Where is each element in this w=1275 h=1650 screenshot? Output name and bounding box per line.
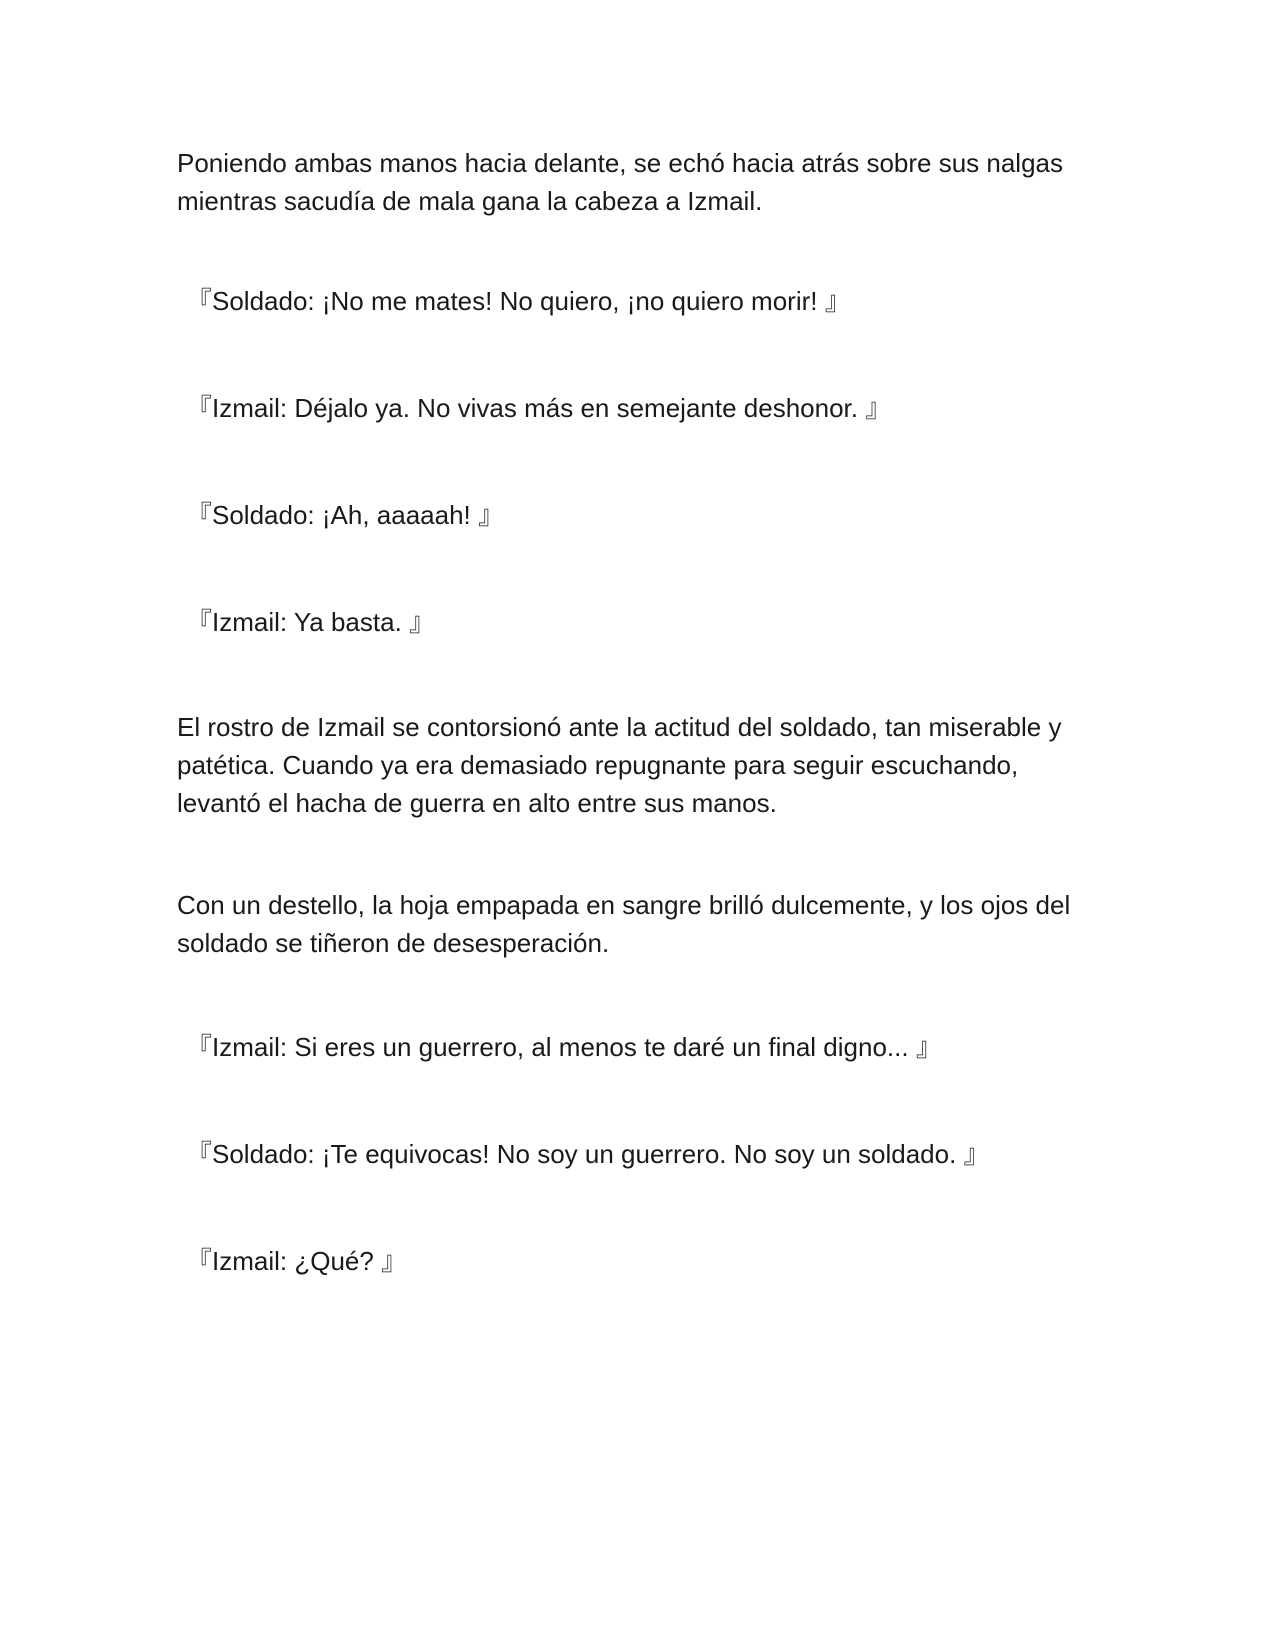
dialogue-line-izmail-1: 『Izmail: Déjalo ya. No vivas más en semejante deshonor. 』 — [186, 393, 892, 423]
narration-paragraph-2: El rostro de Izmail se contorsionó ante la actitud del soldado, tan miserable y patética. Cuando ya era demasiado repugnante para seguir escuchando, levantó el hacha de guerra en alto entre sus manos. — [177, 712, 1062, 818]
dialogue-line-izmail-2: 『Izmail: Ya basta. 』 — [186, 607, 436, 637]
narration-paragraph-1: Poniendo ambas manos hacia delante, se echó hacia atrás sobre sus nalgas mientras sacudía de mala gana la cabeza a Izmail. — [177, 148, 1064, 216]
dialogue-line-soldado-1: 『Soldado: ¡No me mates! No quiero, ¡no quiero morir! 』 — [186, 286, 851, 316]
narration-paragraph-3: Con un destello, la hoja empapada en sangre brilló dulcemente, y los ojos del soldado se tiñeron de desesperación. — [177, 890, 1071, 958]
dialogue-line-soldado-3: 『Soldado: ¡Te equivocas! No soy un guerrero. No soy un soldado. 』 — [186, 1139, 990, 1169]
dialogue-line-izmail-4: 『Izmail: ¿Qué? 』 — [186, 1246, 408, 1276]
dialogue-line-soldado-2: 『Soldado: ¡Ah, aaaaah! 』 — [186, 500, 504, 530]
dialogue-line-izmail-3: 『Izmail: Si eres un guerrero, al menos te daré un final digno... 』 — [186, 1032, 942, 1062]
